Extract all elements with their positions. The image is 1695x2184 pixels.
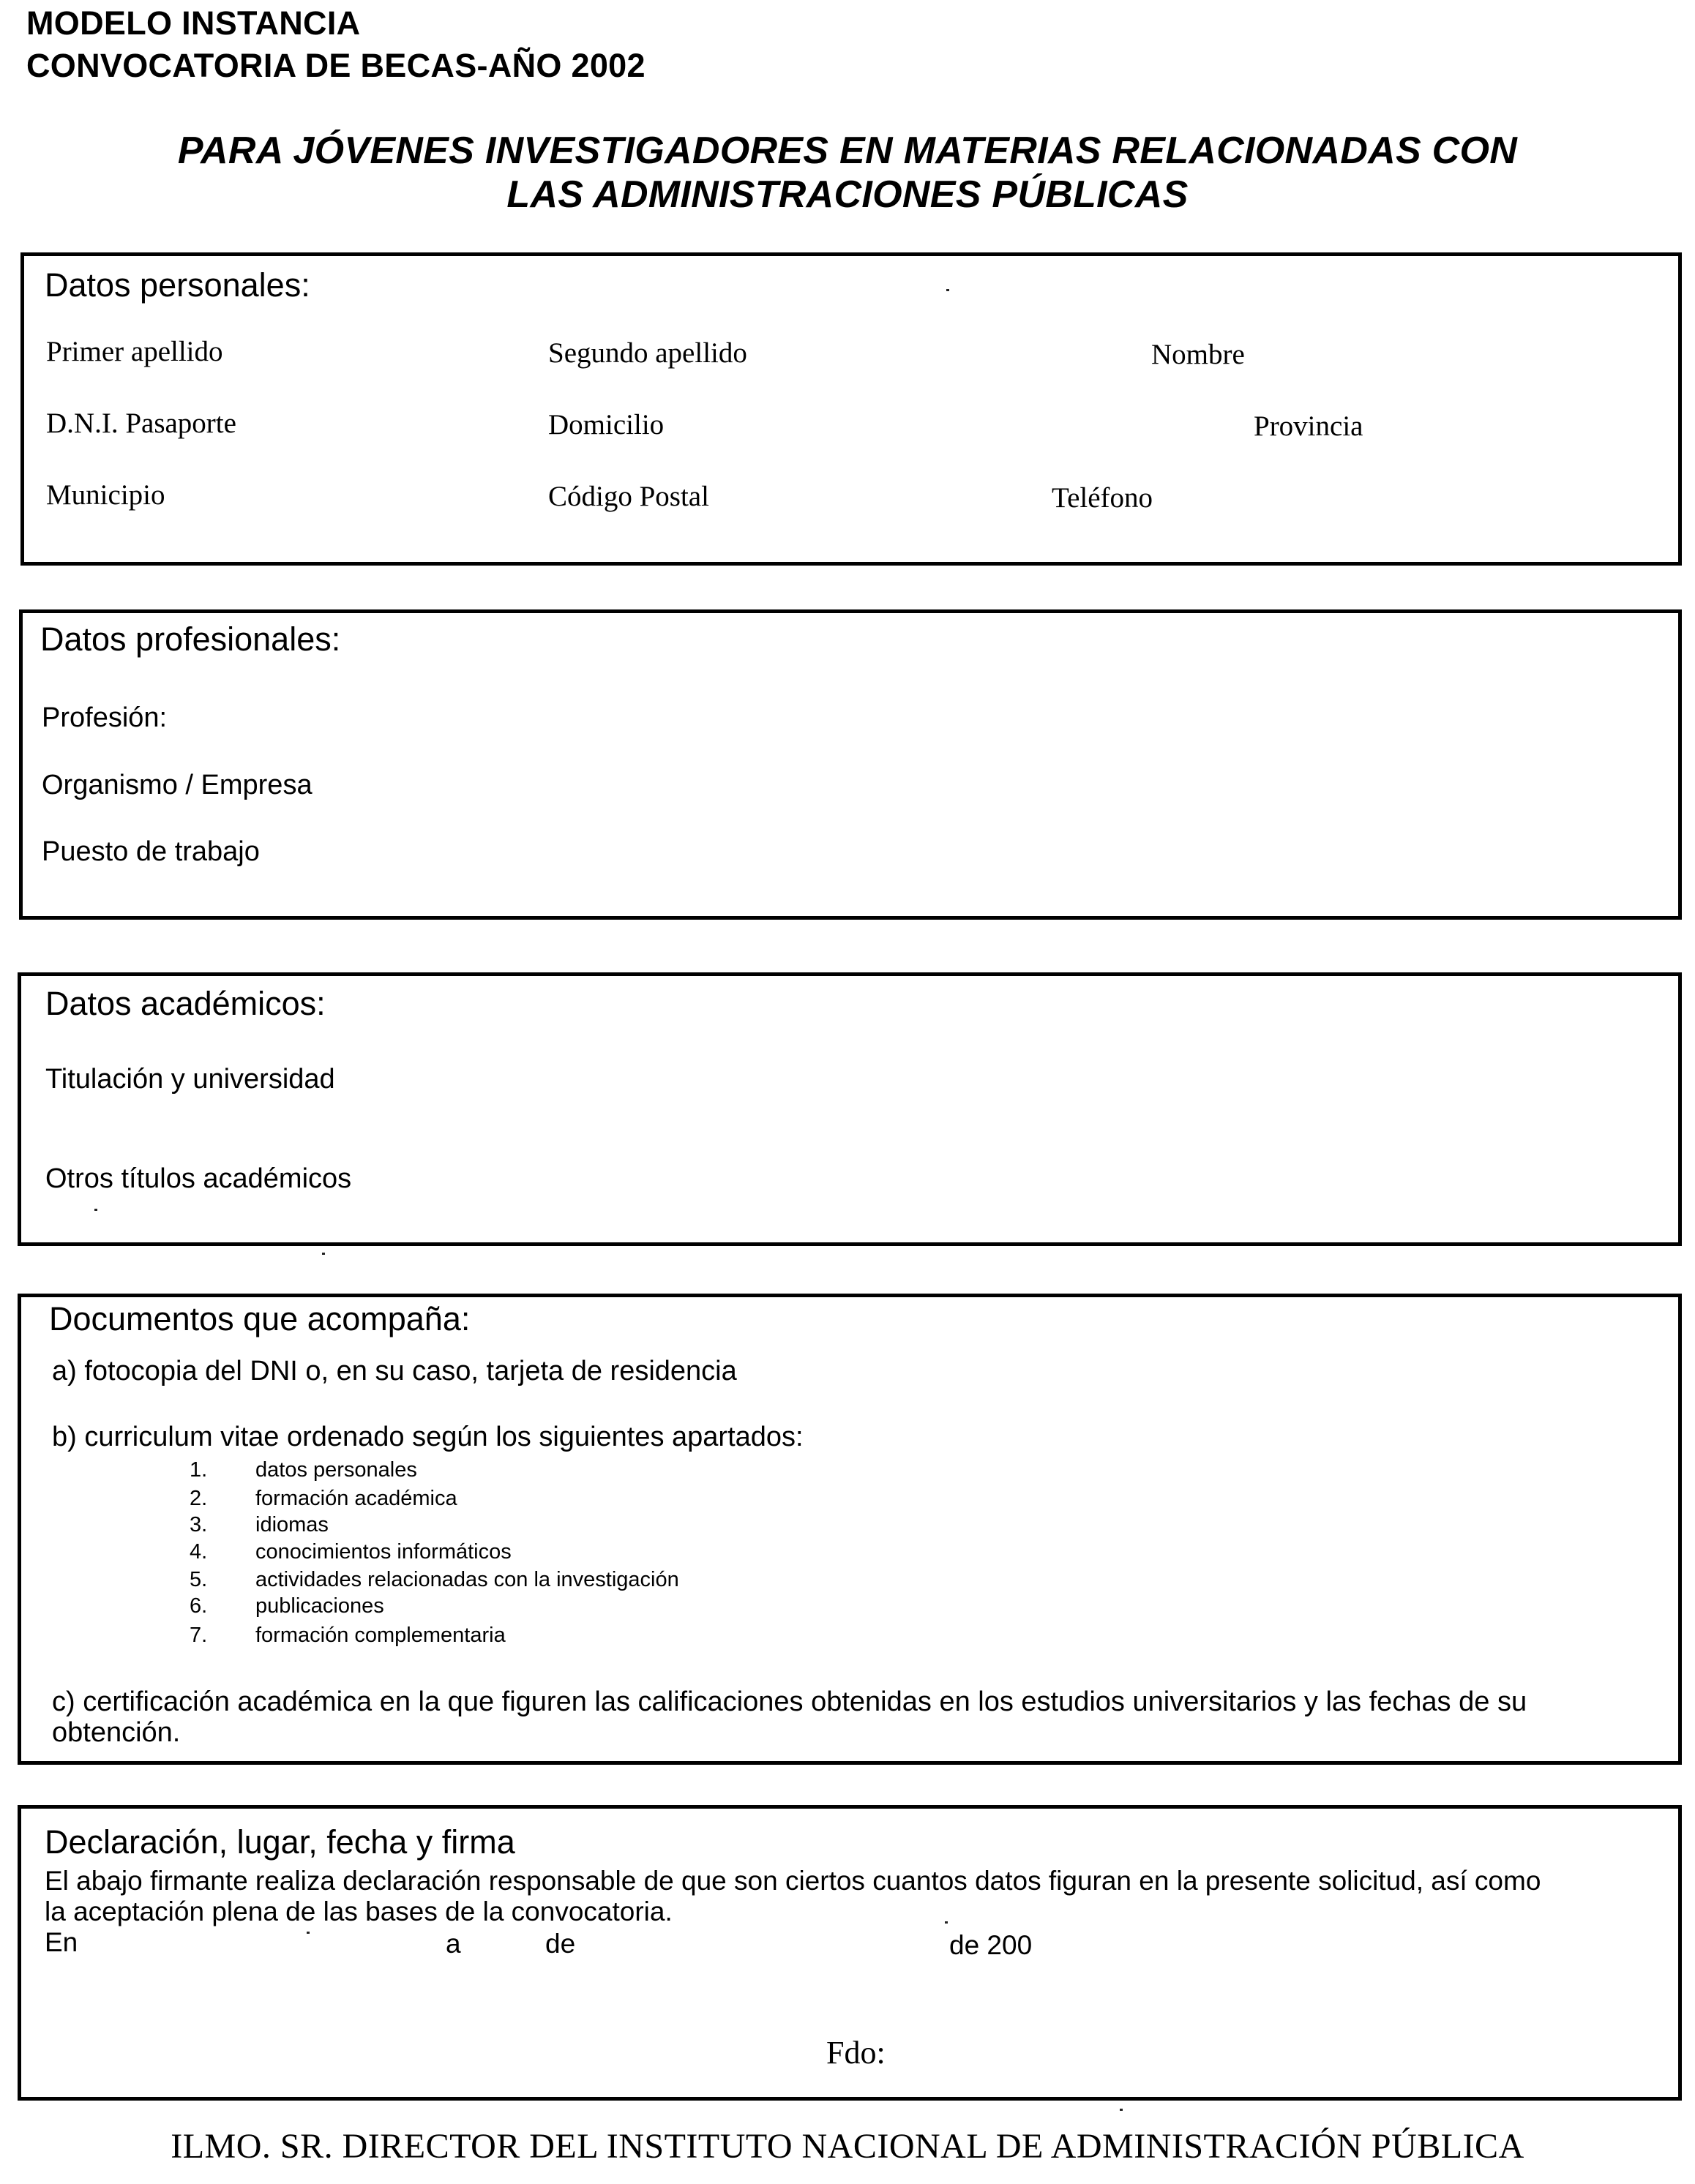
month-label: de bbox=[545, 1929, 576, 1959]
dni-passport-label: D.N.I. Pasaporte bbox=[46, 408, 236, 439]
scan-speck bbox=[307, 1932, 310, 1934]
professional-data-section bbox=[19, 609, 1682, 920]
declaration-section bbox=[18, 1805, 1682, 2101]
personal-data-section bbox=[20, 252, 1682, 566]
cv-item-text: idiomas bbox=[255, 1513, 329, 1536]
organization-label: Organismo / Empresa bbox=[42, 770, 313, 800]
cv-item-text: formación complementaria bbox=[255, 1624, 506, 1647]
degree-university-label: Titulación y universidad bbox=[45, 1064, 335, 1095]
signature-label: Fdo: bbox=[826, 2035, 886, 2071]
academic-data-title: Datos académicos: bbox=[45, 985, 326, 1022]
subtitle-line-1: PARA JÓVENES INVESTIGADORES EN MATERIAS RELACIONADAS CON bbox=[177, 130, 1518, 172]
declaration-text-line-2: la aceptación plena de las bases de la convocatoria. bbox=[45, 1896, 673, 1926]
cv-item-number: 5. bbox=[190, 1568, 208, 1591]
day-label: a bbox=[446, 1929, 461, 1959]
other-degrees-label: Otros títulos académicos bbox=[45, 1163, 352, 1194]
cv-item-text: publicaciones bbox=[255, 1594, 384, 1618]
cv-item-number: 6. bbox=[190, 1594, 208, 1618]
cv-item-number: 3. bbox=[190, 1513, 208, 1536]
cv-item-number: 1. bbox=[190, 1458, 208, 1482]
document-c-line-1: c) certificación académica en la que figuren las calificaciones obtenidas en los estudios universitarios y las fechas de su bbox=[52, 1686, 1527, 1717]
call-title: CONVOCATORIA DE BECAS-AÑO 2002 bbox=[26, 47, 646, 84]
cv-item-text: formación académica bbox=[255, 1487, 457, 1510]
scan-speck bbox=[1120, 2109, 1123, 2111]
scan-speck bbox=[322, 1253, 325, 1255]
cv-item-number: 7. bbox=[190, 1624, 208, 1647]
document-b: b) curriculum vitae ordenado según los siguientes apartados: bbox=[52, 1422, 804, 1452]
scan-speck bbox=[945, 1921, 948, 1924]
cv-item-text: actividades relacionadas con la investigación bbox=[255, 1568, 679, 1591]
document-c-line-2: obtención. bbox=[52, 1717, 181, 1748]
profession-label: Profesión: bbox=[42, 702, 168, 733]
year-label: de 200 bbox=[949, 1930, 1033, 1960]
second-surname-label: Segundo apellido bbox=[548, 337, 747, 369]
place-label: En bbox=[45, 1927, 78, 1957]
documents-title: Documentos que acompaña: bbox=[49, 1300, 471, 1337]
document-a: a) fotocopia del DNI o, en su caso, tarjeta de residencia bbox=[52, 1356, 737, 1386]
scan-speck bbox=[946, 289, 949, 291]
cv-item-text: datos personales bbox=[255, 1458, 417, 1482]
professional-data-title: Datos profesionales: bbox=[40, 620, 341, 658]
personal-data-title: Datos personales: bbox=[45, 266, 310, 304]
job-position-label: Puesto de trabajo bbox=[42, 836, 260, 867]
phone-label: Teléfono bbox=[1052, 482, 1153, 514]
scan-speck bbox=[94, 1209, 97, 1211]
form-model-title: MODELO INSTANCIA bbox=[26, 4, 361, 42]
documents-section bbox=[18, 1294, 1682, 1765]
name-label: Nombre bbox=[1151, 339, 1245, 370]
academic-data-section bbox=[18, 972, 1682, 1246]
declaration-text-line-1: El abajo firmante realiza declaración responsable de que son ciertos cuantos datos figuran en la presente solicitud, así como bbox=[45, 1866, 1541, 1896]
cv-item-number: 2. bbox=[190, 1487, 208, 1510]
first-surname-label: Primer apellido bbox=[46, 336, 223, 367]
address-label: Domicilio bbox=[548, 409, 665, 440]
cv-item-text: conocimientos informáticos bbox=[255, 1540, 512, 1564]
cv-item-number: 4. bbox=[190, 1540, 208, 1564]
postal-code-label: Código Postal bbox=[548, 481, 709, 512]
subtitle-line-2: LAS ADMINISTRACIONES PÚBLICAS bbox=[506, 173, 1189, 216]
municipality-label: Municipio bbox=[46, 479, 165, 511]
province-label: Provincia bbox=[1254, 410, 1363, 442]
addressee: ILMO. SR. DIRECTOR DEL INSTITUTO NACIONAL DE ADMINISTRACIÓN PÚBLICA bbox=[171, 2127, 1524, 2166]
declaration-title: Declaración, lugar, fecha y firma bbox=[45, 1823, 515, 1861]
